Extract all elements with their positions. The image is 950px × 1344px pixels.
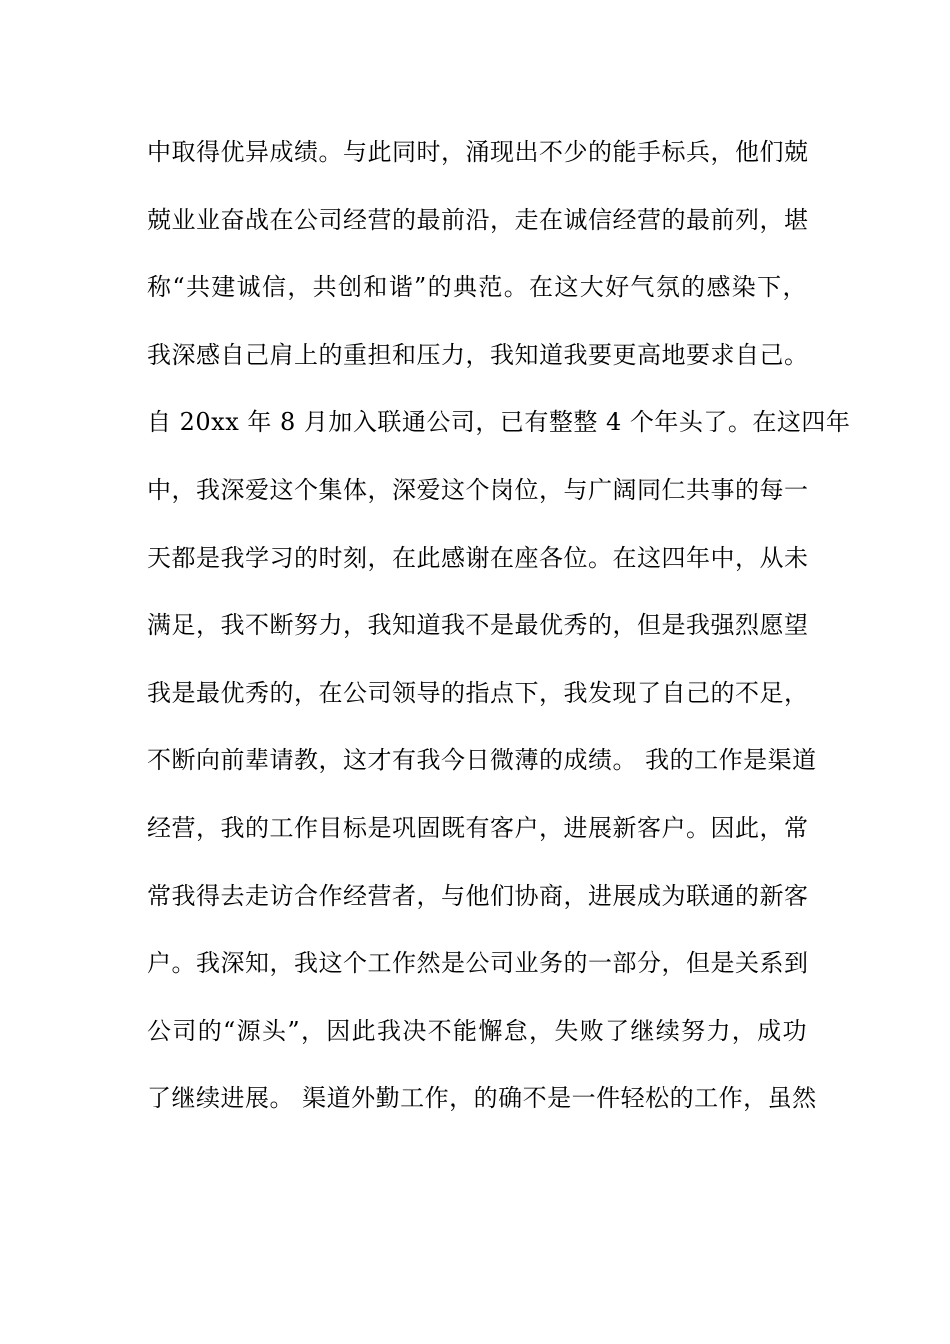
text-line: 常我得去走访合作经营者，与他们协商，进展成为联通的新客 — [147, 881, 809, 910]
text-line: 满足，我不断努力，我知道我不是最优秀的，但是我强烈愿望 — [147, 611, 809, 640]
text-line: 户。我深知，我这个工作然是公司业务的一部分，但是关系到 — [147, 949, 809, 978]
text-line: 我是最优秀的，在公司领导的指点下，我发现了自己的不足， — [147, 678, 809, 707]
text-line: 兢业业奋战在公司经营的最前沿，走在诚信经营的最前列，堪 — [147, 205, 809, 234]
text-line: 公司的“源头”，因此我决不能懈怠，失败了继续努力，成功 — [147, 1016, 807, 1045]
text-line: 了继续进展。 渠道外勤工作，的确不是一件轻松的工作，虽然 — [147, 1084, 817, 1113]
text-line: 自 20xx 年 8 月加入联通公司，已有整整 4 个年头了。在这四年 — [147, 408, 851, 437]
body-text — [147, 128, 851, 1142]
text-line: 称“共建诚信，共创和谐”的典范。在这大好气氛的感染下， — [147, 273, 807, 302]
text-line: 经营，我的工作目标是巩固既有客户，进展新客户。因此，常 — [147, 813, 809, 842]
text-line: 中取得优异成绩。与此同时，涌现出不少的能手标兵，他们兢 — [147, 138, 809, 166]
text-line: 中，我深爱这个集体，深爱这个岗位，与广阔同仁共事的每一 — [147, 475, 809, 504]
text-line: 不断向前辈请教，这才有我今日微薄的成绩。 我的工作是渠道 — [147, 746, 817, 775]
text-line: 天都是我学习的时刻，在此感谢在座各位。在这四年中，从未 — [147, 543, 809, 572]
text-line: 我深感自己肩上的重担和压力，我知道我要更高地要求自己。 — [147, 340, 809, 369]
